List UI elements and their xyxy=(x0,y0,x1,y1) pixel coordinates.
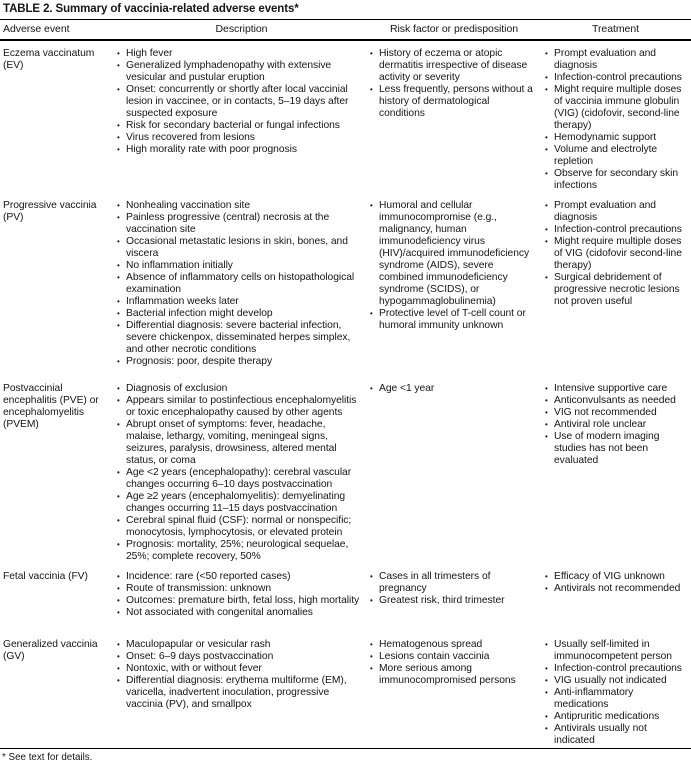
risk-factor-cell-list xyxy=(369,639,534,687)
risk-factor-cell-list xyxy=(369,48,534,120)
bullet-item: • Appears similar to postinfectious encephalomyelitis or toxic encephalopathy caused by other agents xyxy=(116,395,364,419)
description-cell xyxy=(115,40,368,193)
bullet-item: • Not associated with congenital anomalies xyxy=(116,607,364,619)
bullet-item: • Antipruritic medications xyxy=(544,711,689,723)
bullet-item: • Diagnosis of exclusion xyxy=(116,383,364,395)
bullet-item: • Bacterial infection might develop xyxy=(116,308,364,320)
bullet-item: • Protective level of T-cell count or humoral immunity unknown xyxy=(369,308,534,332)
description-cell xyxy=(115,193,368,376)
adverse-event-cell: Postvaccinial encephalitis (PVE) or encephalomyelitis (PVEM) xyxy=(3,383,99,430)
bullet-item: • Lesions contain vaccinia xyxy=(369,651,534,663)
bullet-item: • Infection-control precautions xyxy=(544,72,689,84)
bullet-item: • Maculopapular or vesicular rash xyxy=(116,639,364,651)
treatment-cell xyxy=(540,564,691,632)
adverse-event-cell: Generalized vaccinia (GV) xyxy=(3,639,98,662)
bullet-item: • Abrupt onset of symptoms: fever, headache, malaise, lethargy, vomiting, meningeal signs, seizures, paralysis, drowsiness, altered mental status, or coma xyxy=(116,419,364,467)
description-cell-list xyxy=(116,571,364,619)
header-row xyxy=(0,20,691,40)
risk-factor-cell xyxy=(368,193,540,376)
bullet-item: • Hemodynamic support xyxy=(544,132,689,144)
bullet-item: • Surgical debridement of progressive necrotic lesions not proven useful xyxy=(544,272,689,308)
bullet-item: • Observe for secondary skin infections xyxy=(544,168,689,192)
bullet-item: • Generalized lymphadenopathy with extensive vesicular and pustular eruption xyxy=(116,60,364,84)
description-cell xyxy=(115,376,368,564)
bullet-item: • Differential diagnosis: erythema multiforme (EM), varicella, inadvertent inoculation, progressive vaccinia (PV), and smallpox xyxy=(116,675,364,711)
bullet-item: • Age ≥2 years (encephalomyelitis): demyelinating changes occurring 11–15 days postvaccination xyxy=(116,491,364,515)
treatment-cell-list xyxy=(544,383,689,467)
risk-factor-cell xyxy=(368,632,540,749)
bullet-item: • Humoral and cellular immunocompromise (e.g., malignancy, human immunodeficiency virus (HIV)/acquired immunodeficiency syndrome (AIDS), severe combined immunodeficiency syndrome (SCIDS), or hypogammaglobulinemia) xyxy=(369,200,534,308)
treatment-cell xyxy=(540,40,691,193)
bullet-item: • VIG not recommended xyxy=(544,407,689,419)
bullet-item: • High fever xyxy=(116,48,364,60)
bullet-item: • Painless progressive (central) necrosis at the vaccination site xyxy=(116,212,364,236)
treatment-cell-list xyxy=(544,571,689,595)
bullet-item: • Prompt evaluation and diagnosis xyxy=(544,48,689,72)
adverse-event-cell: Eczema vaccinatum (EV) xyxy=(3,48,95,71)
bullet-item: • Risk for secondary bacterial or fungal infections xyxy=(116,120,364,132)
description-cell-list xyxy=(116,48,364,156)
bullet-item: • Infection-control precautions xyxy=(544,663,689,675)
adverse-events-table xyxy=(0,20,691,749)
bullet-item: • Less frequently, persons without a history of dermatological conditions xyxy=(369,84,534,120)
bullet-item: • Greatest risk, third trimester xyxy=(369,595,534,607)
bullet-item: • Onset: 6–9 days postvaccination xyxy=(116,651,364,663)
bullet-item: • Nontoxic, with or without fever xyxy=(116,663,364,675)
risk-factor-cell-list xyxy=(369,571,534,607)
column-header-adverse-event: Adverse event xyxy=(0,20,115,40)
treatment-cell xyxy=(540,193,691,376)
table-row xyxy=(0,376,691,564)
risk-factor-cell xyxy=(368,40,540,193)
column-header-treatment: Treatment xyxy=(540,20,691,40)
bullet-item: • High morality rate with poor prognosis xyxy=(116,144,364,156)
risk-factor-cell xyxy=(368,376,540,564)
description-cell-list xyxy=(116,639,364,711)
bullet-item: • Hematogenous spread xyxy=(369,639,534,651)
bullet-item: • Age <1 year xyxy=(369,383,534,395)
bullet-item: • Virus recovered from lesions xyxy=(116,132,364,144)
table-row xyxy=(0,40,691,193)
table-row xyxy=(0,564,691,632)
table-row xyxy=(0,193,691,376)
bullet-item: • Cases in all trimesters of pregnancy xyxy=(369,571,534,595)
treatment-cell xyxy=(540,632,691,749)
bullet-item: • Usually self-limited in immunocompetent person xyxy=(544,639,689,663)
bullet-item: • Infection-control precautions xyxy=(544,224,689,236)
bullet-item: • Nonhealing vaccination site xyxy=(116,200,364,212)
treatment-cell xyxy=(540,376,691,564)
bullet-item: • Prompt evaluation and diagnosis xyxy=(544,200,689,224)
bullet-item: • Route of transmission: unknown xyxy=(116,583,364,595)
description-cell-list xyxy=(116,383,364,563)
bullet-item: • History of eczema or atopic dermatitis irrespective of disease activity or severity xyxy=(369,48,534,84)
bullet-item: • Antiviral role unclear xyxy=(544,419,689,431)
bullet-item: • VIG usually not indicated xyxy=(544,675,689,687)
bullet-item: • Anticonvulsants as needed xyxy=(544,395,689,407)
bullet-item: • Might require multiple doses of VIG (cidofovir second-line therapy) xyxy=(544,236,689,272)
risk-factor-cell xyxy=(368,564,540,632)
bullet-item: • Inflammation weeks later xyxy=(116,296,364,308)
bullet-item: • Incidence: rare (<50 reported cases) xyxy=(116,571,364,583)
adverse-event-cell: Fetal vaccinia (FV) xyxy=(3,571,88,582)
bullet-item: • Prognosis: poor, despite therapy xyxy=(116,356,364,368)
table-body xyxy=(0,40,691,749)
bullet-item: • Efficacy of VIG unknown xyxy=(544,571,689,583)
bullet-item: • Outcomes: premature birth, fetal loss, high mortality xyxy=(116,595,364,607)
bullet-item: • Anti-inflammatory medications xyxy=(544,687,689,711)
table-row xyxy=(0,632,691,749)
bullet-item: • More serious among immunocompromised persons xyxy=(369,663,534,687)
bullet-item: • Antivirals not recommended xyxy=(544,583,689,595)
description-cell-list xyxy=(116,200,364,368)
bullet-item: • Use of modern imaging studies has not been evaluated xyxy=(544,431,689,467)
risk-factor-cell-list xyxy=(369,200,534,332)
footnote: * See text for details. xyxy=(2,752,93,763)
bullet-item: • Absence of inflammatory cells on histopathological examination xyxy=(116,272,364,296)
bullet-item: • Age <2 years (encephalopathy): cerebral vascular changes occurring 6–10 days postvaccination xyxy=(116,467,364,491)
bullet-item: • Antivirals usually not indicated xyxy=(544,723,689,747)
bullet-item: • Volume and electrolyte repletion xyxy=(544,144,689,168)
column-header-description: Description xyxy=(115,20,368,40)
bullet-item: • Intensive supportive care xyxy=(544,383,689,395)
bullet-item: • Prognosis: mortality, 25%; neurological sequelae, 25%; complete recovery, 50% xyxy=(116,539,364,563)
bullet-item: • Occasional metastatic lesions in skin, bones, and viscera xyxy=(116,236,364,260)
treatment-cell-list xyxy=(544,48,689,192)
bullet-item: • No inflammation initially xyxy=(116,260,364,272)
bullet-item: • Differential diagnosis: severe bacterial infection, severe chickenpox, disseminated herpes simplex, and other necrotic conditions xyxy=(116,320,364,356)
bullet-item: • Cerebral spinal fluid (CSF): normal or nonspecific; monocytosis, lymphocytosis, or elevated protein xyxy=(116,515,364,539)
column-header-risk-factor: Risk factor or predisposition xyxy=(368,20,540,40)
description-cell xyxy=(115,564,368,632)
treatment-cell-list xyxy=(544,200,689,308)
bullet-item: • Onset: concurrently or shortly after local vaccinial lesion in vaccinee, or in contacts, 5–19 days after suspected exposure xyxy=(116,84,364,120)
adverse-event-cell: Progressive vaccinia (PV) xyxy=(3,200,97,223)
table-title: TABLE 2. Summary of vaccinia-related adverse events* xyxy=(0,0,691,20)
bullet-item: • Might require multiple doses of vaccinia immune globulin (VIG) (cidofovir, second-line therapy) xyxy=(544,84,689,132)
treatment-cell-list xyxy=(544,639,689,747)
description-cell xyxy=(115,632,368,749)
risk-factor-cell-list xyxy=(369,383,534,395)
